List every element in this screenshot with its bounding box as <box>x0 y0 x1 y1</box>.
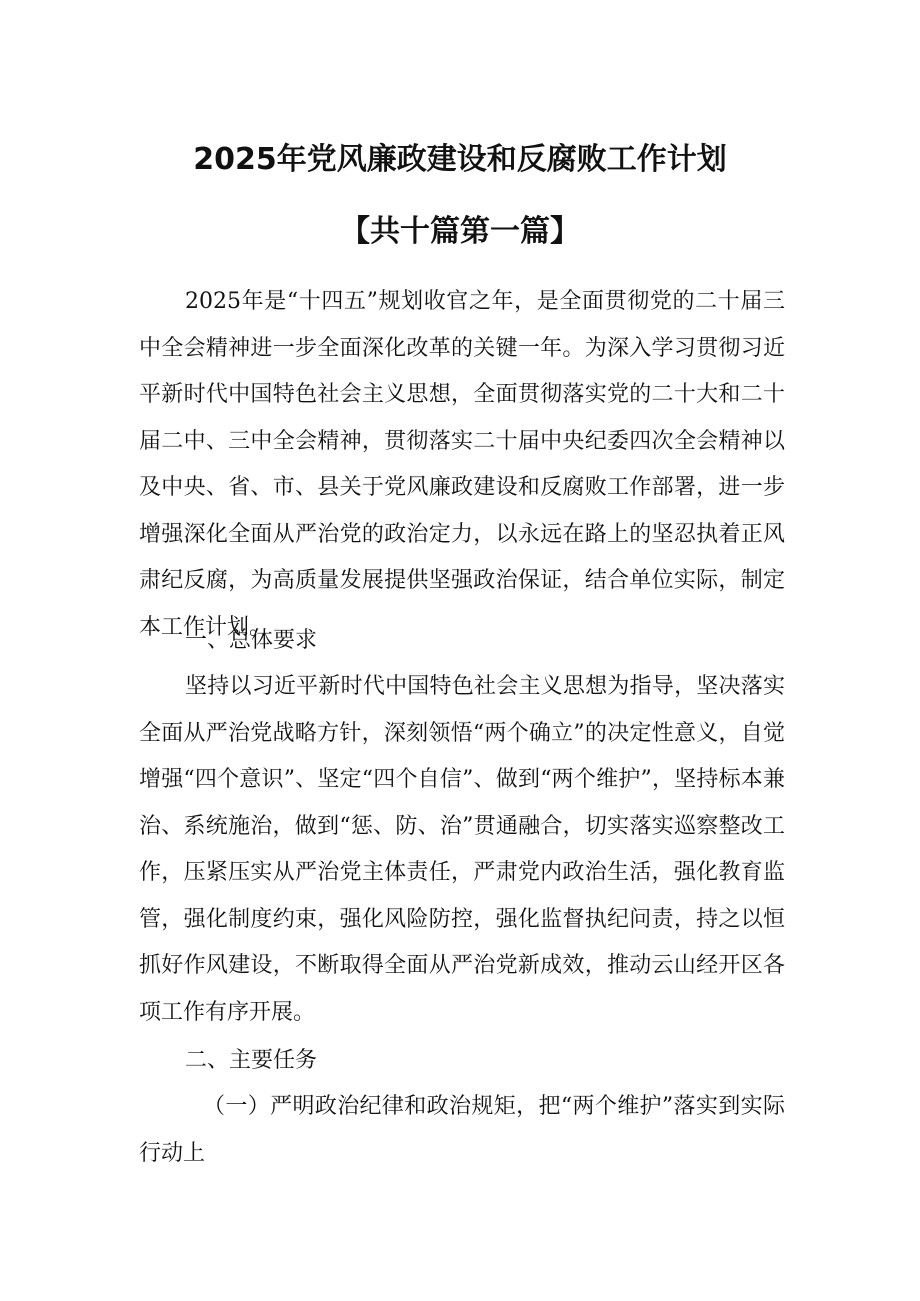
section-1-paragraph: 坚持以习近平新时代中国特色社会主义思想为指导，坚决落实全面从严治党战略方针，深刻领悟“两个确立”的决定性意义，自觉增强“四个意识”、坚定“四个自信”、做到“两个维护”，坚持标本兼治、系统施治，做到“惩、防、治”贯通融合，切实落实巡察整改工作，压紧压实从严治党主体责任，严肃党内政治生活，强化教育监管，强化制度约束，强化风险防控，强化监督执纪问责，持之以恒抓好作风建设，不断取得全面从严治党新成效，推动云山经开区各项工作有序开展。 <box>139 674 785 1025</box>
intro-paragraph: 2025年是“十四五”规划收官之年，是全面贯彻党的二十届三中全会精神进一步全面深化改革的关键一年。为深入学习贯彻习近平新时代中国特色社会主义思想，全面贯彻落实党的二十大和二十届二中、三中全会精神，贯彻落实二十届中央纪委四次全会精神以及中央、省、市、县关于党风廉政建设和反腐败工作部署，进一步增强深化全面从严治党的政治定力，以永远在路上的坚忍执着正风肃纪反腐，为高质量发展提供坚强政治保证，结合单位实际，制定本工作计划。 <box>139 289 785 640</box>
section-2-heading: 二、主要任务 <box>185 1048 318 1073</box>
document-title: 2025年党风廉政建设和反腐败工作计划 <box>193 142 727 177</box>
section-1-heading: 一、总体要求 <box>185 628 318 653</box>
document-subtitle: 【共十篇第一篇】 <box>340 214 580 249</box>
section-2-subheading-1: （一）严明政治纪律和政治规矩，把“两个维护”落实到实际行动上 <box>139 1094 785 1166</box>
